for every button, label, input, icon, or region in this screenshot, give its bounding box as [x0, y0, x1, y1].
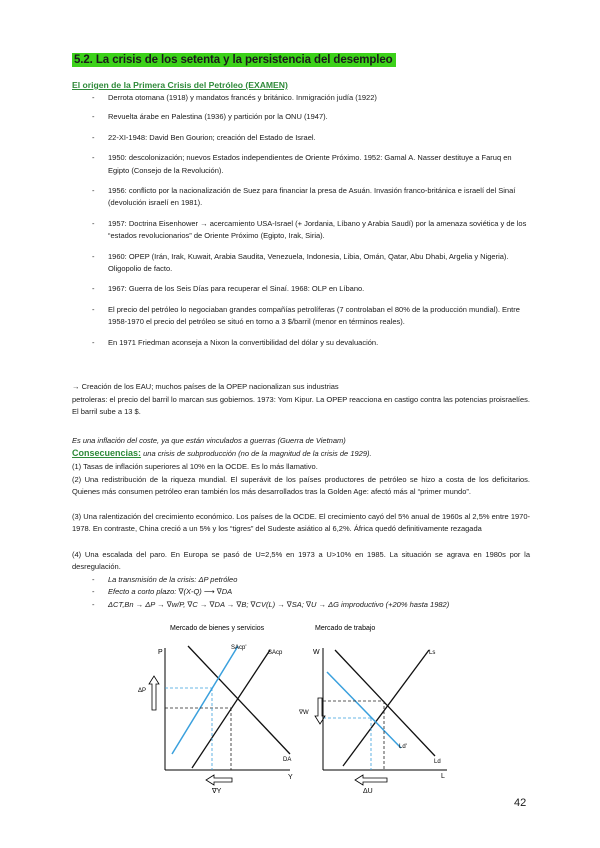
l-axis-label: L: [441, 773, 445, 780]
timeline-list: [92, 92, 532, 349]
consequence-2: (2) Una redistribución de la riqueza mundial. El superávit de los países productores de petróleo se hizo a costa de los deficitarios. Quienes más consumen petróleo eran también los más desarrollados tras la Golden Age: afectó más al “primer mundo”.: [72, 475, 530, 497]
nabla-y-label: ∇Y: [212, 788, 222, 795]
ld-curve: [335, 650, 435, 756]
goods-market-diagram: [140, 618, 305, 796]
y-axis-label: Y: [288, 774, 293, 781]
consequences-heading: [72, 447, 530, 460]
left-arrow-icon: [206, 775, 232, 785]
ls-curve: [343, 650, 429, 766]
list-item: - Efecto a corto plazo: ∇(X-Q) ⟶ ∇DA: [92, 586, 512, 598]
list-item: - Derrota otomana (1918) y mandatos francés y británico. Inmigración judía (1922): [92, 92, 532, 104]
ls-label: Ls: [429, 650, 436, 656]
list-item: - La transmisión de la crisis: ΔP petróleo: [92, 574, 512, 586]
consequence-1: (1) Tasas de inflación superiores al 10% en la OCDE. Es lo más llamativo.: [72, 462, 318, 471]
list-item: - 22-XI-1948: David Ben Gourion; creación del Estado de Israel.: [92, 132, 532, 144]
nabla-w-label: ∇W: [299, 710, 309, 716]
list-item: - 1957: Doctrina Eisenhower → acercamiento USA-Israel (+ Jordania, Líbano y Arabia Saudí) por la amenaza soviética y de los “estados revolucionarios” de Oriente Próximo (Egipto, Irak, Siria).: [92, 218, 532, 243]
list-item: - ΔCT,Bn → ΔP → ∇w/P, ∇C → ∇DA → ∇B; ∇CV(L) → ∇SA; ∇U → ΔG improductivo (+20% hasta 1982): [92, 599, 512, 611]
da-label: DA: [283, 757, 292, 763]
eau-line-2: petroleras: el precio del barril lo marcan sus gobiernos. 1973: Yom Kipur. La OPEP reacciona en castigo contra las potencias proisraelíes. El barril sube a 13 $.: [72, 395, 530, 417]
page-number: 42: [514, 797, 527, 809]
labour-market-title: Mercado de trabajo: [315, 625, 376, 632]
labour-market-diagram: [299, 618, 455, 796]
sacp-shifted-label: SAcp': [231, 645, 247, 651]
consequences-intro: una crisis de subproducción (no de la magnitud de la crisis de 1929).: [141, 449, 372, 458]
consequence-4: (4) Una escalada del paro. En Europa se pasó de U=2,5% en 1973 a U>10% en 1985. La situación se agrava en 1980s por la desregulación.: [72, 550, 530, 572]
list-item: - 1956: conflicto por la nacionalización de Suez para financiar la presa de Asuán. Invasión franco-británica e israelí del Sinaí (devolución israelí en 1981).: [92, 185, 532, 210]
consequence-3: (3) Una ralentización del crecimiento económico. Los países de la OCDE. El crecimiento cayó del 5% anual de 1960s al 2,5% entre 1970-1978. En contraste, China creció a un 5% y los “tigres” del Sudeste asiático al 6,2%. África quedó definitivamente rezagada: [72, 512, 530, 534]
list-item: - 1950: descolonización; nuevos Estados independientes de Oriente Próximo. 1952: Gamal A. Nasser destituye a Faruq en Egipto (Consejo de la Revolución).: [92, 152, 532, 177]
delta-u-label: ΔU: [363, 788, 373, 795]
section-title: 5.2. La crisis de los setenta y la persistencia del desempleo: [72, 53, 396, 67]
eau-line-1: → Creación de los EAU; muchos países de la OPEP nacionalizan sus industrias: [72, 382, 339, 391]
transmission-list: [92, 574, 512, 611]
da-curve: [188, 646, 290, 754]
p-axis-label: P: [158, 649, 163, 656]
ld-label: Ld: [434, 759, 441, 765]
inflation-note: Es una inflación del coste, ya que están vinculados a guerras (Guerra de Vietnam): [72, 436, 346, 445]
list-item: - Revuelta árabe en Palestina (1936) y partición por la ONU (1947).: [92, 111, 532, 123]
list-item: - 1967: Guerra de los Seis Días para recuperar el Sinaí. 1968: OLP en Líbano.: [92, 283, 532, 295]
section-subtitle: El origen de la Primera Crisis del Petróleo (EXAMEN): [72, 80, 288, 90]
list-item: - 1960: OPEP (Irán, Irak, Kuwait, Arabia Saudita, Venezuela, Indonesia, Libia, Omán, Qatar, Abu Dhabi, Argelia y Nigeria). Oligopolio de facto.: [92, 251, 532, 276]
w-axis-label: W: [313, 649, 320, 656]
list-item: - En 1971 Friedman aconseja a Nixon la convertibilidad del dólar y su devaluación.: [92, 337, 532, 349]
ld-shifted-label: Ld': [399, 744, 407, 750]
delta-p-label: ΔP: [138, 688, 147, 694]
consequences-label: Consecuencias:: [72, 448, 142, 458]
sacp-shifted-curve: [172, 646, 238, 754]
left-arrow-icon: [355, 775, 387, 785]
up-arrow-icon: [149, 676, 159, 710]
list-item: - El precio del petróleo lo negociaban grandes compañías petrolíferas (7 controlaban el 80% de la producción mundial). Entre 1958-1970 el precio del petróleo se situó en torno a 3 $/barril (menor en términos reales).: [92, 304, 532, 329]
sacp-label: SAcp: [268, 650, 283, 656]
goods-market-title: Mercado de bienes y servicios: [170, 625, 265, 632]
